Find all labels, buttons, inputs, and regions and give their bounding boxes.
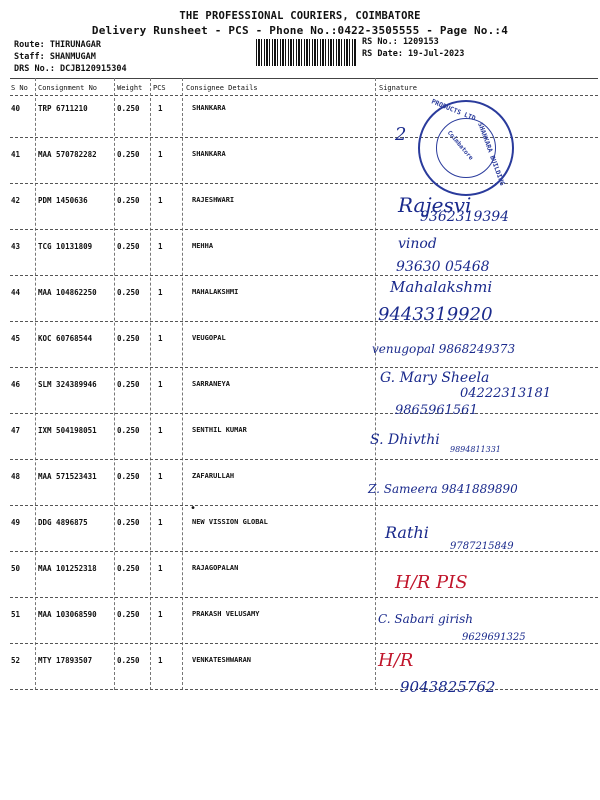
- cell-pcs: 1: [158, 242, 163, 251]
- signature-row-47-phone: 9894811331: [450, 445, 501, 454]
- row-divider: [10, 505, 598, 506]
- cell-sno: 48: [11, 472, 21, 481]
- signature-row-43-name: vinod: [398, 236, 437, 252]
- cell-consignee: PRAKASH VELUSAMY: [192, 610, 260, 618]
- staff-label: Staff: SHANMUGAM: [14, 52, 96, 62]
- column-header-consignee: Consignee Details: [186, 84, 258, 92]
- company-stamp: [418, 97, 514, 196]
- cell-pcs: 1: [158, 104, 163, 113]
- cell-sno: 41: [11, 150, 21, 159]
- cell-sno: 51: [11, 610, 21, 619]
- cell-consignee: RAJESHWARI: [192, 196, 235, 204]
- row-divider: [10, 229, 598, 230]
- stamp-text-center: Coimbatore: [445, 129, 475, 162]
- signature-row-51-name: C. Sabari girish: [378, 612, 473, 626]
- cell-consignee: SARRANEYA: [192, 380, 230, 388]
- table-header-divider: [10, 95, 598, 96]
- cell-weight: 0.250: [117, 242, 140, 251]
- cell-consignment: MTY 17893507: [38, 656, 93, 665]
- cell-consignment: MAA 104862250: [38, 288, 97, 297]
- cell-weight: 0.250: [117, 656, 140, 665]
- column-header-weight: Weight: [117, 84, 143, 92]
- row-divider: [10, 275, 598, 276]
- cell-pcs: 1: [158, 610, 163, 619]
- signature-row-47-name: S. Dhivthi: [370, 432, 440, 448]
- cell-sno: 49: [11, 518, 21, 527]
- cell-sno: 44: [11, 288, 21, 297]
- row-divider: [10, 413, 598, 414]
- signature-row-50: H/R PIS: [395, 572, 468, 593]
- cell-sno: 52: [11, 656, 21, 665]
- cell-weight: 0.250: [117, 196, 140, 205]
- col-divider: [114, 78, 115, 690]
- row-divider: [10, 183, 598, 184]
- cell-consignment: MAA 101252318: [38, 564, 97, 573]
- row-divider: [10, 689, 598, 690]
- cell-weight: 0.250: [117, 610, 140, 619]
- cell-pcs: 1: [158, 472, 163, 481]
- col-divider: [375, 78, 376, 690]
- cell-consignee: NEW VISSION GLOBAL: [192, 518, 268, 526]
- cell-weight: 0.250: [117, 380, 140, 389]
- cell-sno: 40: [11, 104, 21, 113]
- signature-row-42-name: Rajesvi: [398, 193, 472, 217]
- rs-number: RS No.: 1209153: [362, 37, 439, 47]
- signature-row-49-name: Rathi: [385, 523, 429, 542]
- company-title: THE PROFESSIONAL COURIERS, COIMBATORE: [179, 10, 421, 22]
- signature-row-40: 2: [395, 124, 407, 145]
- signature-row-46-phone1: 04222313181: [460, 386, 551, 401]
- cell-sno: 47: [11, 426, 21, 435]
- cell-consignee: SHANKARA: [192, 104, 226, 112]
- signature-row-52-name: H/R: [378, 650, 414, 671]
- cell-weight: 0.250: [117, 518, 140, 527]
- cell-pcs: 1: [158, 518, 163, 527]
- table-top-border: [10, 78, 598, 79]
- cell-consignee: MAHALAKSHMI: [192, 288, 239, 296]
- cell-consignee: ZAFARULLAH: [192, 472, 235, 480]
- cell-pcs: 1: [158, 564, 163, 573]
- cell-consignee: VEUGOPAL: [192, 334, 226, 342]
- signature-row-46-phone2: 9865961561: [395, 403, 478, 418]
- cell-weight: 0.250: [117, 334, 140, 343]
- cell-pcs: 1: [158, 426, 163, 435]
- cell-consignee: RAJAGOPALAN: [192, 564, 239, 572]
- cell-pcs: 1: [158, 656, 163, 665]
- row-divider: [10, 367, 598, 368]
- cell-weight: 0.250: [117, 288, 140, 297]
- cell-consignment: KOC 60768544: [38, 334, 93, 343]
- route-label: Route: THIRUNAGAR: [14, 40, 101, 50]
- column-header-signature: Signature: [379, 84, 417, 92]
- rs-date: RS Date: 19-Jul-2023: [362, 49, 465, 59]
- signature-row-52-phone: 9043825762: [400, 678, 496, 696]
- cell-consignment: MAA 571523431: [38, 472, 97, 481]
- cell-sno: 46: [11, 380, 21, 389]
- stray-mark: •: [190, 503, 197, 514]
- row-divider: [10, 597, 598, 598]
- stamp-text-top: PRODUCTS LTD: [430, 97, 477, 123]
- signature-row-48: Z. Sameera 9841889890: [368, 482, 518, 496]
- cell-pcs: 1: [158, 288, 163, 297]
- signature-row-45: venugopal 9868249373: [372, 342, 516, 356]
- row-divider: [10, 459, 598, 460]
- runsheet-subtitle: Delivery Runsheet - PCS - Phone No.:0422-3505555 - Page No.:4: [91, 24, 509, 37]
- cell-consignee: SHANKARA: [192, 150, 226, 158]
- signature-row-49-phone: 9787215849: [450, 541, 514, 552]
- cell-weight: 0.250: [117, 472, 140, 481]
- cell-consignment: PDM 1450636: [38, 196, 88, 205]
- signature-row-51-phone: 9629691325: [462, 632, 526, 643]
- signature-row-43-phone: 93630 05468: [396, 259, 490, 275]
- column-header-sno: S No: [11, 84, 28, 92]
- col-divider: [182, 78, 183, 690]
- cell-weight: 0.250: [117, 564, 140, 573]
- cell-consignment: SLM 324389946: [38, 380, 97, 389]
- cell-consignee: MEHHA: [192, 242, 214, 250]
- row-divider: [10, 321, 598, 322]
- cell-pcs: 1: [158, 150, 163, 159]
- cell-sno: 43: [11, 242, 21, 251]
- stamp-text-right: SHANKARA BUILDING: [476, 121, 507, 187]
- cell-weight: 0.250: [117, 104, 140, 113]
- column-header-consignment: Consignment No: [38, 84, 98, 92]
- cell-consignment: TCG 10131809: [38, 242, 93, 251]
- cell-sno: 42: [11, 196, 21, 205]
- barcode: [256, 39, 356, 66]
- cell-consignee: SENTHIL KUMAR: [192, 426, 247, 434]
- drs-number: DRS No.: DCJB120915304: [14, 64, 127, 74]
- col-divider: [150, 78, 151, 690]
- cell-consignment: DDG 4896875: [38, 518, 88, 527]
- row-divider: [10, 643, 598, 644]
- cell-consignee: VENKATESHWARAN: [192, 656, 252, 664]
- cell-weight: 0.250: [117, 150, 140, 159]
- signature-row-44-name: Mahalakshmi: [390, 278, 493, 296]
- cell-pcs: 1: [158, 196, 163, 205]
- cell-consignment: MAA 103068590: [38, 610, 97, 619]
- cell-sno: 50: [11, 564, 21, 573]
- col-divider: [35, 78, 36, 690]
- cell-sno: 45: [11, 334, 21, 343]
- cell-weight: 0.250: [117, 426, 140, 435]
- cell-pcs: 1: [158, 380, 163, 389]
- cell-consignment: IXM 504198051: [38, 426, 97, 435]
- signature-row-46-name: G. Mary Sheela: [380, 370, 490, 386]
- signature-row-42-phone: 9362319394: [420, 209, 510, 225]
- cell-consignment: MAA 570782282: [38, 150, 97, 159]
- cell-pcs: 1: [158, 334, 163, 343]
- cell-consignment: TRP 6711210: [38, 104, 88, 113]
- signature-row-44-phone: 9443319920: [378, 304, 493, 325]
- column-header-pcs: PCS: [153, 84, 166, 92]
